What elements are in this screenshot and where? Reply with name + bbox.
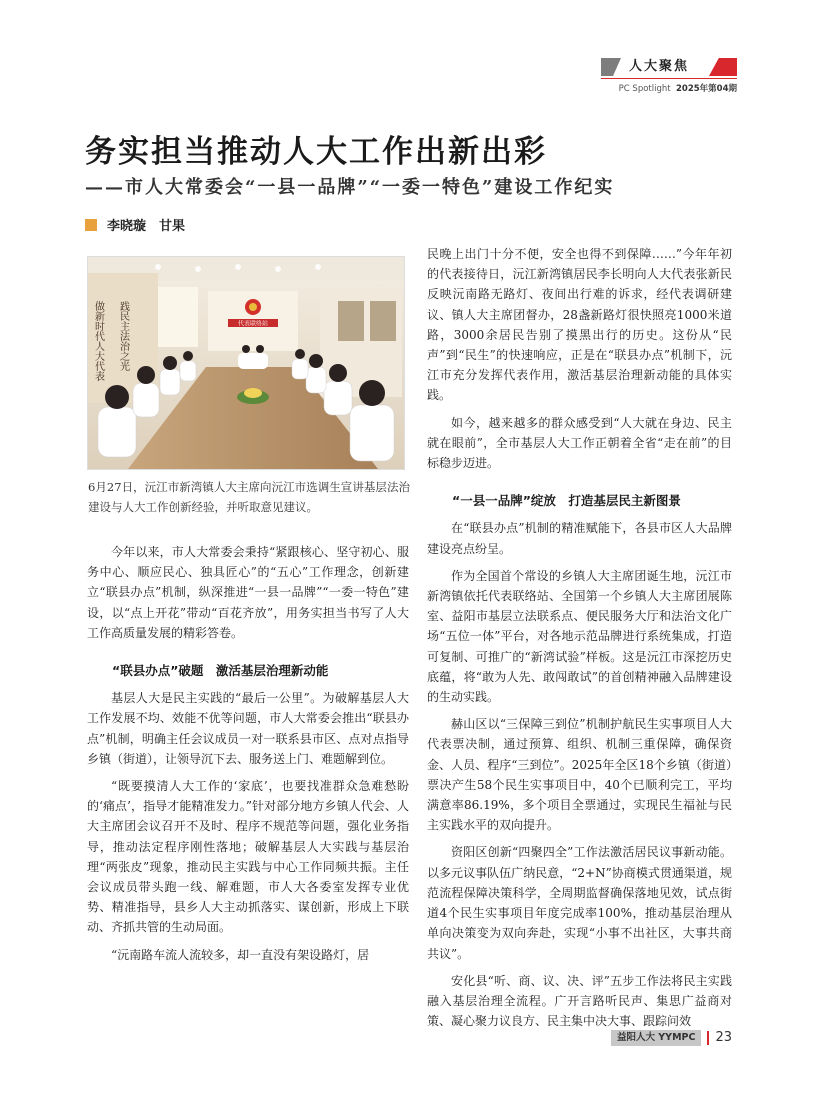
issue-label: 2025年第04期 bbox=[676, 84, 737, 94]
intro-paragraph: 今年以来，市人大常委会秉持“紧跟核心、坚守初心、服务中心、顺应民心、独具匠心”的“五心”工作理念，创新建立“联县办点”机制，纵深推进“一县一品牌”“一委一特色”建设，以“点上开花”带动“百花齐放”，用务实担当书写了人大工作高质量发展的精彩答卷。 bbox=[87, 545, 409, 640]
body-paragraph: 赫山区以“三保障三到位”机制护航民生实事项目人大代表票决制，通过预算、组织、机制三重保障，确保资金、人员、程序“三到位”。2025年全区18个乡镇（街道）票决产生58个民生实事项目中，40个已顺利完工，平均满意率86.19%，多个项目全票通过，实现民生福祉与民主实践水平的双向提升。 bbox=[427, 717, 732, 833]
photo-caption: 6月27日，沅江市新湾镇人大主席向沅江市选调生宣讲基层法治建设与人大工作创新经验，并听取意见建议。 bbox=[88, 480, 410, 514]
body-paragraph: 基层人大是民主实践的“最后一公里”。为破解基层人大工作发展不均、效能不优等问题，市人大常委会推出“联县办点”机制，明确主任会议成员一对一联系县市区、点对点指导乡镇（街道），让领导沉下去、服务送上门、难题解到位。 bbox=[87, 691, 409, 766]
body-paragraph-continued: 民晚上出门十分不便，安全也得不到保障……”今年年初的代表接待日，沅江新湾镇居民李长明向人大代表张新民反映沅南路无路灯、夜间出行难的诉求，经代表调研建议、镇人大主席团督办，28盏新路灯很快照亮1000米道路，3000余居民告别了摸黑出行的历史。这份从“民声”到“民生”的快速响应，正是在“联县办点”机制下，沅江市充分发挥代表作用，激活基层治理新动能的具体实践。 bbox=[427, 247, 732, 403]
article-subtitle: ——市人大常委会“一县一品牌”“一委一特色”建设工作纪实 bbox=[85, 177, 615, 198]
page-number: 23 bbox=[715, 1030, 733, 1045]
body-paragraph: 如今，越来越多的群众感受到“人大就在身边、民主就在眼前”，全市基层人大工作正朝着全省“走在前”的目标稳步迈进。 bbox=[427, 415, 732, 471]
wall-text-2: 践民主法治之光 bbox=[117, 301, 129, 371]
section-title: 人大聚焦 bbox=[629, 59, 690, 74]
author-line bbox=[85, 219, 185, 235]
author-marker-icon bbox=[85, 219, 97, 231]
header-grey-tab bbox=[601, 58, 621, 76]
body-paragraph: “既要摸清人大工作的‘家底’，也要找准群众急难愁盼的‘痛点’，指导才能精准发力。”针对部分地方乡镇人代会、人大主席团会议召开不及时、程序不规范等问题，强化业务指导，推动法定程序刚性落地；破解基层人大实践与基层治理“两张皮”现象，推动民主实践与中心工作同频共振。主任会议成员带头跑一线、解难题，市人大各委室发挥专业优势、精准指导，县乡人大主动抓落实、谋创新，形成上下联动、齐抓共管的生动局面。 bbox=[87, 779, 409, 935]
header-sub-left: PC Spotlight bbox=[618, 84, 671, 94]
body-paragraph: “沅南路车流人流较多，却一直没有架设路灯，居 bbox=[111, 947, 370, 962]
body-paragraph: 资阳区创新“四聚四全”工作法激活居民议事新动能。以多元议事队伍广纳民意，“2+N”协商模式贯通渠道，规范流程保障决策科学，全周期监督确保落地见效，试点街道4个民生实事项目年度完成率100%，推动基层治理从单向决策变为双向奔赴，实现“小事不出社区，大事共商共议”。 bbox=[427, 845, 732, 961]
header-red-tab bbox=[709, 58, 737, 76]
meeting-photo bbox=[87, 256, 405, 470]
header-rule bbox=[601, 78, 737, 79]
section-header bbox=[601, 58, 737, 76]
body-paragraph: 安化县“听、商、议、决、评”五步工作法将民主实践融入基层治理全流程。广开言路听民声、集思广益商对策、凝心聚力议良方、民主集中决大事、跟踪问效 bbox=[427, 973, 732, 1029]
section-heading-1: “联县办点”破题 激活基层治理新动能 bbox=[112, 663, 329, 679]
body-paragraph: 作为全国首个常设的乡镇人大主席团诞生地，沅江市新湾镇依托代表联络站、全国第一个乡镇人大主席团展陈室、益阳市基层立法联系点、便民服务大厅和法治文化广场“五位一体”平台，对各地示范品牌进行系统集成，打造可复制、可推广的“新湾试验”样板。这是沅江市深挖历史底蕴，将“敢为人先、敢闯敢试”的首创精神融入品牌建设的生动实践。 bbox=[427, 568, 732, 705]
section-heading-2: “一县一品牌”绽放 打造基层民主新图景 bbox=[452, 493, 681, 509]
header-sub bbox=[601, 82, 737, 94]
authors: 李晓璇 甘果 bbox=[107, 219, 186, 234]
page-footer bbox=[611, 1030, 732, 1046]
wall-text-1: 做新时代人大代表 bbox=[92, 301, 104, 381]
article-title: 务实担当推动人大工作出新出彩 bbox=[85, 134, 547, 170]
photo-badge: 代表联络站 bbox=[237, 320, 269, 328]
footer-label: 益阳人大 YYMPC bbox=[611, 1030, 701, 1046]
footer-divider bbox=[707, 1031, 709, 1045]
right-column bbox=[427, 244, 732, 1038]
left-column bbox=[87, 542, 409, 972]
body-paragraph: 在“联县办点”机制的精准赋能下，各县市区人大品牌建设亮点纷呈。 bbox=[427, 521, 732, 556]
